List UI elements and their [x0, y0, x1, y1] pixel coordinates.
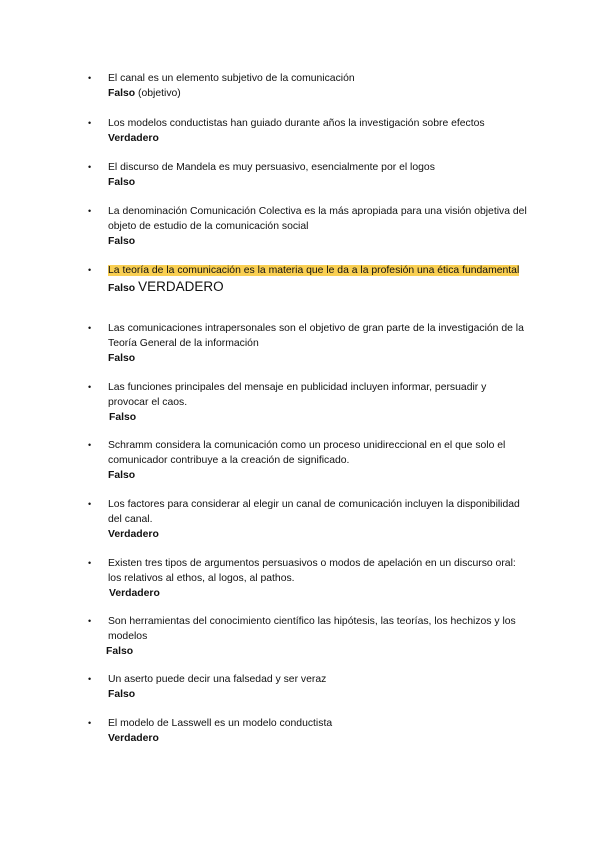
list-item — [88, 160, 528, 190]
bullet-icon: • — [88, 118, 92, 128]
answer-text: Falso — [109, 412, 137, 423]
answer-text: Falso — [108, 689, 136, 700]
answer-text: Verdadero — [109, 588, 160, 599]
answer-text: Falso — [108, 177, 136, 188]
question-text: Las funciones principales del mensaje en publicidad incluyen informar, persuadir y provocar el caos. — [108, 382, 487, 408]
question-text: Schramm considera la comunicación como un proceso unidireccional en el que solo el comunicador contribuye a la creación de significado. — [108, 440, 506, 466]
list-item — [88, 556, 528, 601]
answer-text: Verdadero — [108, 733, 159, 744]
list-item — [88, 321, 528, 366]
bullet-icon: • — [88, 73, 92, 83]
answer-text: Verdadero — [108, 133, 159, 144]
question-text: El modelo de Lasswell es un modelo conductista — [108, 718, 333, 729]
list-item — [88, 116, 528, 146]
question-text: Las comunicaciones intrapersonales son el objetivo de gran parte de la investigación de la Teoría General de la información — [108, 323, 524, 349]
bullet-icon: • — [88, 674, 92, 684]
answer-text: Falso VERDADERO — [108, 279, 224, 294]
question-text: Son herramientas del conocimiento científico las hipótesis, las teorías, los hechizos y los modelos — [108, 616, 516, 642]
answer-text: Falso — [108, 470, 136, 481]
answer-text: Falso — [108, 353, 136, 364]
bullet-icon: • — [88, 162, 92, 172]
bullet-icon: • — [88, 616, 92, 626]
bullet-icon: • — [88, 382, 92, 392]
list-item — [88, 614, 528, 659]
answer-text: Falso (objetivo) — [108, 88, 181, 99]
list-item — [88, 204, 528, 249]
handwritten-annotation: VERDADERO — [138, 279, 224, 294]
highlight-mark: La teoría de la comunicación es la materia que le da a la profesión una ética fundamental — [108, 265, 520, 276]
question-text: Los factores para considerar al elegir un canal de comunicación incluyen la disponibilidad del canal. — [108, 499, 520, 525]
bullet-icon: • — [88, 265, 92, 275]
question-text: La denominación Comunicación Colectiva es la más apropiada para una visión objetiva del objeto de estudio de la comunicación social — [108, 206, 527, 232]
question-text: Un aserto puede decir una falsedad y ser veraz — [108, 674, 327, 685]
list-item — [88, 716, 528, 746]
bullet-icon: • — [88, 440, 92, 450]
list-item — [88, 438, 528, 483]
list-item-highlighted — [88, 263, 528, 296]
question-text: El discurso de Mandela es muy persuasivo, esencialmente por el logos — [108, 162, 435, 173]
bullet-icon: • — [88, 558, 92, 568]
question-text: Existen tres tipos de argumentos persuasivos o modos de apelación en un discurso oral: los relativos al ethos, al logos, al pathos. — [108, 558, 516, 584]
question-text: Los modelos conductistas han guiado durante años la investigación sobre efectos — [108, 118, 485, 129]
question-text: El canal es un elemento subjetivo de la comunicación — [108, 73, 355, 84]
list-item — [88, 380, 528, 425]
question-text-highlighted — [108, 263, 528, 278]
answer-text: Falso — [108, 236, 136, 247]
bullet-icon: • — [88, 323, 92, 333]
answer-text: Verdadero — [108, 529, 159, 540]
list-item — [88, 672, 528, 702]
answer-text: Falso — [106, 646, 134, 657]
bullet-icon: • — [88, 718, 92, 728]
list-item — [88, 71, 528, 101]
answer-note: (objetivo) — [135, 88, 181, 99]
bullet-icon: • — [88, 206, 92, 216]
bullet-icon: • — [88, 499, 92, 509]
list-item — [88, 497, 528, 542]
